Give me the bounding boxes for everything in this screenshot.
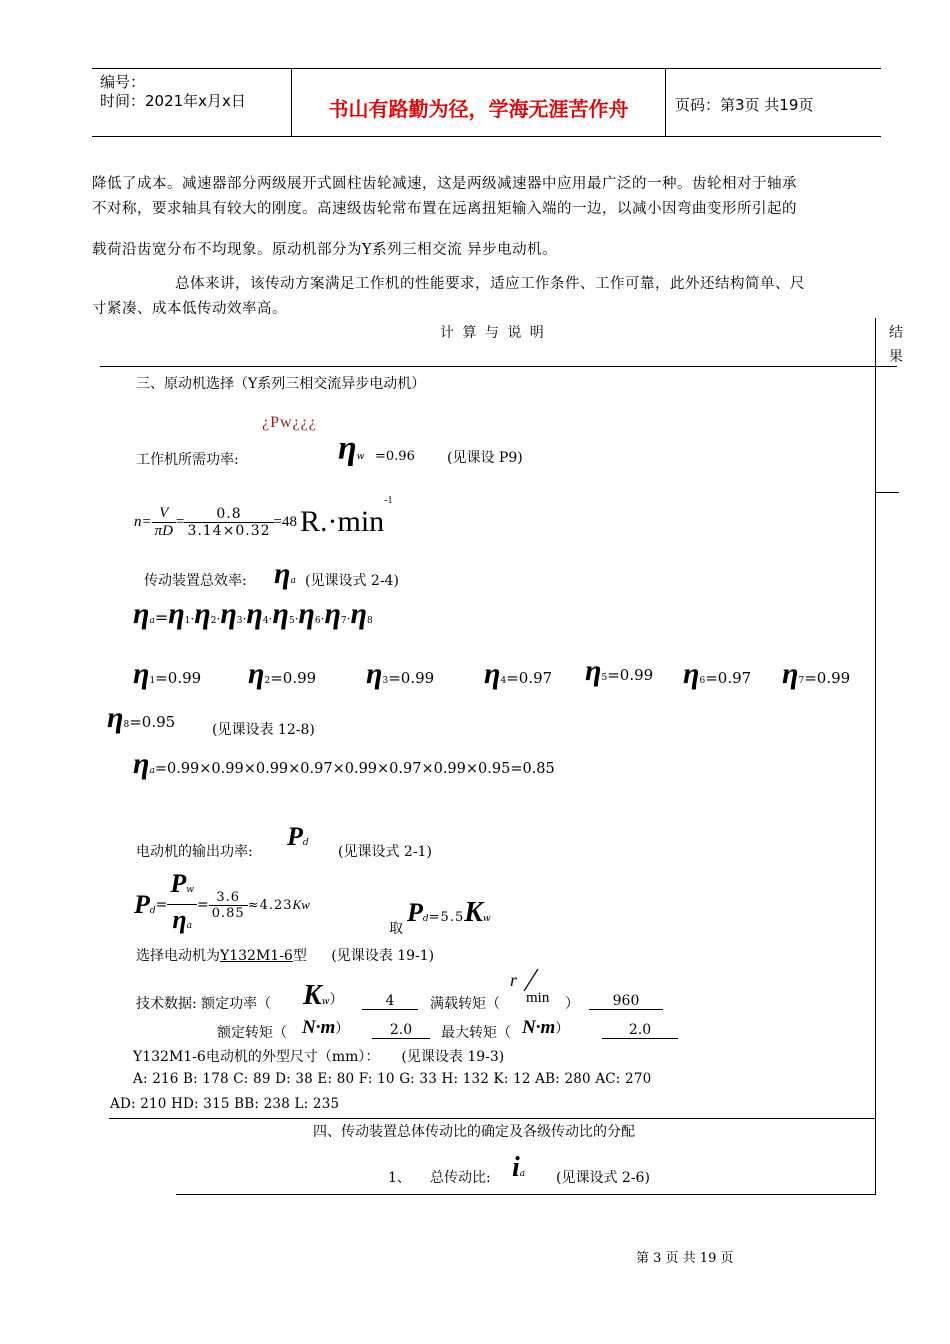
header-meta <box>100 73 246 111</box>
dims-line-1: A: 216 B: 178 C: 89 D: 38 E: 80 F: 10 G: 33 H: 132 K: 12 AB: 280 AC: 270 <box>133 1071 652 1087</box>
eta-w-symbol: ηw <box>338 430 365 467</box>
garbled-symbol: ¿Pw¿¿¿ <box>262 414 317 431</box>
pd-unit: Kw <box>292 897 310 912</box>
table-rule <box>100 366 897 367</box>
number-label: 编号： <box>100 73 146 91</box>
speed-formula <box>134 494 393 547</box>
table-bottom-rule <box>176 1194 876 1195</box>
eta-w-value: =0.96 <box>375 449 415 464</box>
n-unit: R.·min <box>300 505 385 538</box>
intro-line: 降低了成本。减速器部分两级展开式圆柱齿轮减速，这是两级减速器中应用最广泛的一种。齿轮相对于轴承 <box>92 176 797 192</box>
page-header <box>92 68 881 137</box>
dims-title: Y132M1-6电动机的外型尺寸（mm）： (见课设表 19-3) <box>133 1049 505 1065</box>
page-footer: 第 3 页 共 19 页 <box>636 1251 734 1266</box>
n-fraction <box>152 505 176 540</box>
n-exp: -1 <box>384 494 393 506</box>
n-frac2-num: 0.8 <box>184 506 273 523</box>
table-column-divider <box>875 318 876 1194</box>
eta-8-ref: (见课设表 12-8) <box>212 722 315 738</box>
table-rule <box>109 1118 875 1119</box>
output-power-label: 电动机的输出功率: <box>136 844 253 860</box>
n-frac-den: πD <box>154 522 173 539</box>
eta-value-5: η5=0.99 <box>585 654 654 687</box>
tech-label: 技术数据: 额定功率（ <box>136 996 272 1012</box>
pd-result: ≈4.23 <box>247 897 293 913</box>
take-value: Pd=5.5Kw <box>407 897 491 928</box>
section-4-title: 四、传动装置总体传动比的确定及各级传动比的分配 <box>313 1124 635 1140</box>
max-torque-label: 最大转矩（ <box>441 1025 511 1041</box>
full-speed-close: ） <box>565 996 579 1012</box>
intro-line: 不对称，要求轴具有较大的刚度。高速级齿轮常布置在远离扭矩输入端的一边，以减小因弯曲变形所引起的 <box>92 201 797 217</box>
eta-product-formula: ηa=η1·η2·η3·η4·η5·η6·η7·η8 <box>133 597 373 630</box>
item-1-num: 1、 <box>388 1170 411 1186</box>
take-label: 取 <box>389 921 403 937</box>
eta-value-7: η7=0.99 <box>782 657 851 690</box>
kw-unit: Kw） <box>303 980 344 1011</box>
ia-symbol: ia <box>512 1152 526 1183</box>
nm-unit: N·m） <box>302 1017 350 1038</box>
speed-unit-min: min <box>526 990 550 1006</box>
eta-value-2: η2=0.99 <box>248 657 317 690</box>
item-1-ref: (见课设式 2-6) <box>556 1170 650 1186</box>
output-power-ref: (见课设式 2-1) <box>338 844 432 860</box>
intro-line: 载荷沿齿宽分布不均现象。原动机部分为Y系列三相交流 异步电动机。 <box>92 242 558 258</box>
eta-a-result: ηa=0.99×0.99×0.99×0.97×0.99×0.97×0.99×0.95=0.85 <box>133 747 555 780</box>
result-column-title-2: 果 <box>889 349 903 365</box>
header-divider <box>665 69 666 136</box>
total-eff-label: 传动装置总效率: <box>144 573 247 589</box>
n-frac-num: V <box>152 505 176 523</box>
header-motto: 书山有路勤为径，学海无涯苦作舟 <box>328 97 629 121</box>
full-speed: 960 <box>589 993 663 1010</box>
speed-unit-slash <box>522 968 540 992</box>
n-fraction-2 <box>184 506 273 539</box>
eta-a-symbol: ηa <box>274 557 296 590</box>
pd-fraction-1: $\frac{Pw}{\eta a}$ <box>167 870 197 941</box>
n-lhs: n= <box>134 513 152 530</box>
item-1-label: 总传动比: <box>430 1170 491 1186</box>
dims-line-2: AD: 210 HD: 315 BB: 238 L: 235 <box>110 1096 340 1112</box>
rated-torque: 2.0 <box>372 1022 430 1039</box>
full-speed-label: 满载转矩（ <box>430 996 500 1012</box>
section-3-title: 三、原动机选择（Y系列三相交流异步电动机） <box>136 376 426 392</box>
total-eff-ref: (见课设式 2-4) <box>305 573 399 589</box>
intro-line: 寸紧凑、成本低传动效率高。 <box>92 301 287 317</box>
motor-model: Y132M1-6 <box>220 948 293 964</box>
rated-power: 4 <box>362 993 418 1010</box>
n-frac2-den: 3.14×0.32 <box>187 522 271 539</box>
header-page: 页码：第3页 共19页 <box>675 96 814 114</box>
pd-fraction-2: $\frac{3.6}{0.85}$ <box>209 890 248 921</box>
eta-w-ref: (见课设 P9) <box>447 450 523 466</box>
max-torque: 2.0 <box>602 1022 678 1039</box>
nm-unit: N·m） <box>522 1017 570 1038</box>
motor-select: 选择电动机为Y132M1-6型 (见课设表 19-1) <box>136 948 435 964</box>
eta-value-3: η3=0.99 <box>366 657 435 690</box>
eta-value-6: η6=0.97 <box>683 657 752 690</box>
calc-column-title: 计 算 与 说 明 <box>440 325 546 341</box>
work-power-label: 工作机所需功率: <box>136 452 239 468</box>
pd-symbol: Pd <box>287 822 309 851</box>
result-column-title-1: 结 <box>889 325 903 341</box>
n-eq: = <box>175 513 185 530</box>
rated-torque-label: 额定转矩（ <box>217 1025 287 1041</box>
eta-value-8: η8=0.95 <box>107 701 176 734</box>
speed-unit-r: r <box>510 970 518 990</box>
eta-value-4: η4=0.97 <box>484 657 553 690</box>
n-result: =48 <box>273 513 297 530</box>
time-label: 时间：2021年x月x日 <box>100 92 246 110</box>
table-tick <box>875 492 899 493</box>
eta-value-1: η1=0.99 <box>133 657 202 690</box>
intro-line: 总体来讲，该传动方案满足工作机的性能要求，适应工作条件、工作可靠，此外还结构简单、尺 <box>175 276 805 292</box>
pd-formula: Pd = $\frac{Pw}{\eta a}$ = $\frac{3.6}{0.85}$ ≈4.23 Kw <box>134 872 310 938</box>
